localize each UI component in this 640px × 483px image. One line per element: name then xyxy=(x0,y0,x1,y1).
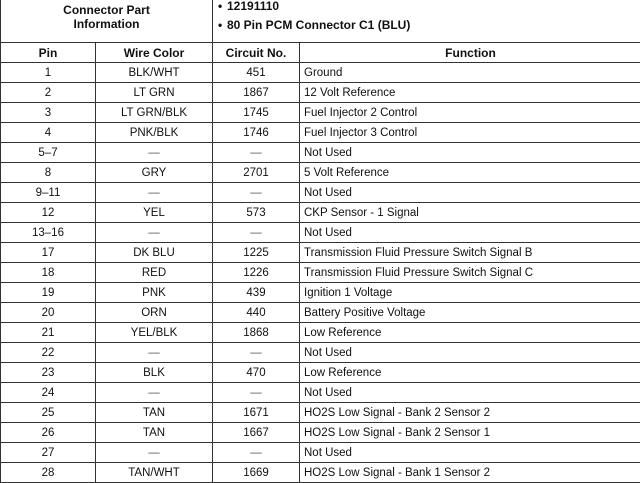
function-cell: 12 Volt Reference xyxy=(300,83,640,103)
wire-color-cell: — xyxy=(96,183,213,203)
table-row xyxy=(1,343,640,363)
pin-cell: 28 xyxy=(1,463,96,483)
pin-cell: 23 xyxy=(1,363,96,383)
pin-cell: 18 xyxy=(1,263,96,283)
wire-color-cell: DK BLU xyxy=(96,243,213,263)
pin-cell: 12 xyxy=(1,203,96,223)
connector-info-row xyxy=(1,0,640,43)
table-row xyxy=(1,183,640,203)
function-cell: Low Reference xyxy=(300,323,640,343)
wire-color-cell: BLK/WHT xyxy=(96,63,213,83)
pin-cell: 21 xyxy=(1,323,96,343)
circuit-number-cell: — xyxy=(213,223,300,243)
function-cell: 5 Volt Reference xyxy=(300,163,640,183)
circuit-number-cell: 1868 xyxy=(213,323,300,343)
wire-color-cell: TAN xyxy=(96,423,213,443)
function-cell: Battery Positive Voltage xyxy=(300,303,640,323)
table-row xyxy=(1,63,640,83)
bullet-icon: • xyxy=(218,16,222,35)
circuit-number-cell: 1867 xyxy=(213,83,300,103)
pin-cell: 17 xyxy=(1,243,96,263)
column-header-pin: Pin xyxy=(1,43,96,63)
table-row xyxy=(1,263,640,283)
function-cell: Ignition 1 Voltage xyxy=(300,283,640,303)
function-cell: Not Used xyxy=(300,383,640,403)
circuit-number-cell: 1669 xyxy=(213,463,300,483)
circuit-number-cell: 1671 xyxy=(213,403,300,423)
function-cell: Low Reference xyxy=(300,363,640,383)
circuit-number-cell: — xyxy=(213,343,300,363)
wire-color-cell: TAN xyxy=(96,403,213,423)
function-cell: HO2S Low Signal - Bank 2 Sensor 2 xyxy=(300,403,640,423)
table-row xyxy=(1,143,640,163)
wire-color-cell: YEL/BLK xyxy=(96,323,213,343)
function-cell: Not Used xyxy=(300,223,640,243)
function-cell: Fuel Injector 3 Control xyxy=(300,123,640,143)
connector-part-information-label xyxy=(1,0,213,43)
pin-cell: 5–7 xyxy=(1,143,96,163)
circuit-number-cell: 2701 xyxy=(213,163,300,183)
circuit-number-cell: 439 xyxy=(213,283,300,303)
function-cell: Not Used xyxy=(300,183,640,203)
wire-color-cell: — xyxy=(96,143,213,163)
pin-cell: 8 xyxy=(1,163,96,183)
function-cell: Transmission Fluid Pressure Switch Signal B xyxy=(300,243,640,263)
part-info-line-2: Information xyxy=(1,17,212,31)
pin-cell: 3 xyxy=(1,103,96,123)
table-row xyxy=(1,123,640,143)
circuit-number-cell: 1745 xyxy=(213,103,300,123)
wire-color-cell: TAN/WHT xyxy=(96,463,213,483)
bullet-icon: • xyxy=(218,0,222,16)
wire-color-cell: PNK/BLK xyxy=(96,123,213,143)
wire-color-cell: LT GRN/BLK xyxy=(96,103,213,123)
circuit-number-cell: — xyxy=(213,443,300,463)
circuit-number-cell: — xyxy=(213,183,300,203)
circuit-number-cell: 1746 xyxy=(213,123,300,143)
column-header-wire-color: Wire Color xyxy=(96,43,213,63)
pin-cell: 4 xyxy=(1,123,96,143)
wire-color-cell: — xyxy=(96,223,213,243)
wire-color-cell: BLK xyxy=(96,363,213,383)
pin-cell: 24 xyxy=(1,383,96,403)
function-cell: Transmission Fluid Pressure Switch Signal C xyxy=(300,263,640,283)
circuit-number-cell: 1226 xyxy=(213,263,300,283)
function-cell: CKP Sensor - 1 Signal xyxy=(300,203,640,223)
function-cell: Not Used xyxy=(300,443,640,463)
wire-color-cell: YEL xyxy=(96,203,213,223)
pin-cell: 25 xyxy=(1,403,96,423)
table-row xyxy=(1,203,640,223)
table-row xyxy=(1,383,640,403)
function-cell: Fuel Injector 2 Control xyxy=(300,103,640,123)
circuit-number-cell: 1225 xyxy=(213,243,300,263)
function-cell: HO2S Low Signal - Bank 2 Sensor 1 xyxy=(300,423,640,443)
pin-cell: 22 xyxy=(1,343,96,363)
circuit-number-cell: — xyxy=(213,143,300,163)
function-cell: Ground xyxy=(300,63,640,83)
pin-cell: 1 xyxy=(1,63,96,83)
circuit-number-cell: 1667 xyxy=(213,423,300,443)
table-row xyxy=(1,283,640,303)
circuit-number-cell: 440 xyxy=(213,303,300,323)
table-row xyxy=(1,443,640,463)
pin-cell: 19 xyxy=(1,283,96,303)
table-row xyxy=(1,83,640,103)
table-row xyxy=(1,323,640,343)
bullet-part-number: • 12191110 xyxy=(227,0,640,16)
table-row xyxy=(1,163,640,183)
table-row xyxy=(1,423,640,443)
connector-part-bullets xyxy=(213,0,640,43)
pinout-rows xyxy=(1,63,640,483)
wire-color-cell: PNK xyxy=(96,283,213,303)
circuit-number-cell: 470 xyxy=(213,363,300,383)
table-row xyxy=(1,363,640,383)
circuit-number-cell: — xyxy=(213,383,300,403)
wire-color-cell: — xyxy=(96,443,213,463)
pin-cell: 2 xyxy=(1,83,96,103)
table-row xyxy=(1,103,640,123)
table-row xyxy=(1,243,640,263)
column-header-row xyxy=(1,43,640,63)
part-info-line-1: Connector Part xyxy=(1,3,212,17)
wire-color-cell: RED xyxy=(96,263,213,283)
pin-cell: 27 xyxy=(1,443,96,463)
circuit-number-cell: 451 xyxy=(213,63,300,83)
column-header-circuit-no: Circuit No. xyxy=(213,43,300,63)
pin-cell: 9–11 xyxy=(1,183,96,203)
pin-cell: 20 xyxy=(1,303,96,323)
function-cell: Not Used xyxy=(300,143,640,163)
wire-color-cell: — xyxy=(96,343,213,363)
pin-cell: 13–16 xyxy=(1,223,96,243)
bullet-connector-name: • 80 Pin PCM Connector C1 (BLU) xyxy=(227,16,640,35)
wire-color-cell: LT GRN xyxy=(96,83,213,103)
circuit-number-cell: 573 xyxy=(213,203,300,223)
wire-color-cell: GRY xyxy=(96,163,213,183)
table-row xyxy=(1,303,640,323)
wire-color-cell: ORN xyxy=(96,303,213,323)
function-cell: Not Used xyxy=(300,343,640,363)
wire-color-cell: — xyxy=(96,383,213,403)
column-header-function: Function xyxy=(300,43,640,63)
function-cell: HO2S Low Signal - Bank 1 Sensor 2 xyxy=(300,463,640,483)
table-row xyxy=(1,223,640,243)
pin-cell: 26 xyxy=(1,423,96,443)
table-row xyxy=(1,403,640,423)
